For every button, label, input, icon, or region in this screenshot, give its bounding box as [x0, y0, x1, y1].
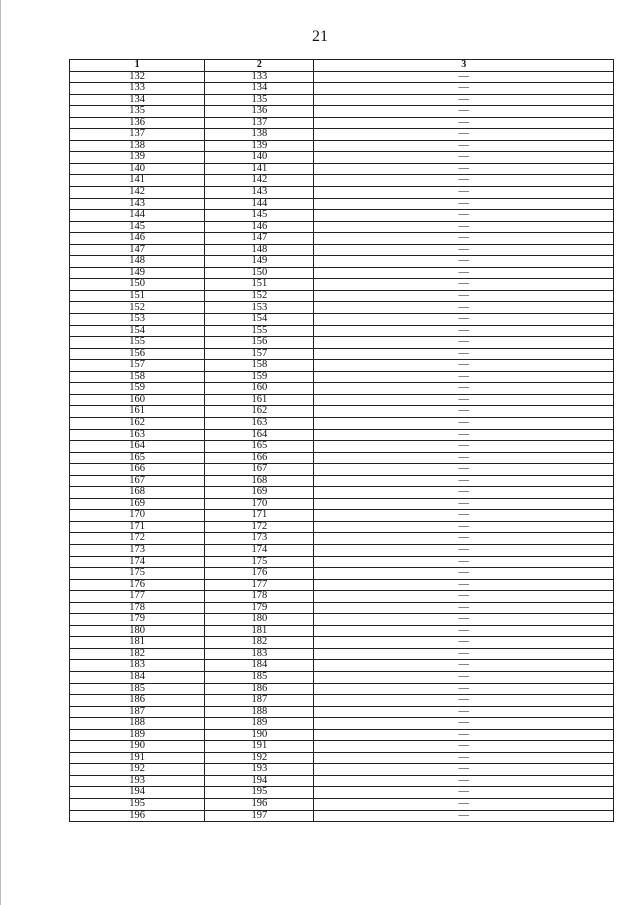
cell-col-2: 154 — [205, 314, 314, 326]
cell-col-1: 188 — [70, 718, 205, 730]
cell-col-1: 151 — [70, 290, 205, 302]
cell-col-2: 196 — [205, 799, 314, 811]
cell-col-3: — — [314, 510, 614, 522]
table-row — [70, 648, 614, 660]
cell-col-3: — — [314, 799, 614, 811]
cell-col-1: 156 — [70, 348, 205, 360]
cell-col-3: — — [314, 579, 614, 591]
table-row — [70, 267, 614, 279]
cell-col-2: 157 — [205, 348, 314, 360]
cell-col-2: 146 — [205, 221, 314, 233]
table-row — [70, 221, 614, 233]
table-row — [70, 348, 614, 360]
cell-col-3: — — [314, 764, 614, 776]
table-row — [70, 556, 614, 568]
cell-col-1: 195 — [70, 799, 205, 811]
cell-col-1: 176 — [70, 579, 205, 591]
cell-col-2: 151 — [205, 279, 314, 291]
page-number: 21 — [312, 28, 328, 45]
table-row — [70, 591, 614, 603]
cell-col-1: 148 — [70, 256, 205, 268]
cell-col-3: — — [314, 498, 614, 510]
table-row — [70, 406, 614, 418]
cell-col-1: 192 — [70, 764, 205, 776]
table-row — [70, 325, 614, 337]
table-row — [70, 706, 614, 718]
table-row — [70, 752, 614, 764]
cell-col-2: 147 — [205, 233, 314, 245]
cell-col-2: 169 — [205, 487, 314, 499]
cell-col-3: — — [314, 718, 614, 730]
table-row — [70, 718, 614, 730]
cell-col-1: 162 — [70, 417, 205, 429]
cell-col-3: — — [314, 752, 614, 764]
cell-col-2: 178 — [205, 591, 314, 603]
cell-col-1: 187 — [70, 706, 205, 718]
table-row — [70, 106, 614, 118]
table-row — [70, 568, 614, 580]
cell-col-2: 141 — [205, 163, 314, 175]
cell-col-1: 172 — [70, 533, 205, 545]
cell-col-2: 171 — [205, 510, 314, 522]
column-header-3: 3 — [314, 60, 614, 72]
cell-col-3: — — [314, 71, 614, 83]
cell-col-2: 175 — [205, 556, 314, 568]
table-row — [70, 163, 614, 175]
cell-col-2: 152 — [205, 290, 314, 302]
cell-col-3: — — [314, 787, 614, 799]
cell-col-3: — — [314, 591, 614, 603]
cell-col-2: 138 — [205, 129, 314, 141]
cell-col-2: 179 — [205, 602, 314, 614]
cell-col-3: — — [314, 187, 614, 199]
cell-col-3: — — [314, 163, 614, 175]
cell-col-3: — — [314, 544, 614, 556]
cell-col-1: 191 — [70, 752, 205, 764]
table-row — [70, 614, 614, 626]
table-row — [70, 487, 614, 499]
cell-col-3: — — [314, 221, 614, 233]
table-row — [70, 94, 614, 106]
cell-col-2: 156 — [205, 337, 314, 349]
cell-col-1: 132 — [70, 71, 205, 83]
cell-col-3: — — [314, 83, 614, 95]
cell-col-3: — — [314, 244, 614, 256]
cell-col-1: 175 — [70, 568, 205, 580]
cell-col-1: 194 — [70, 787, 205, 799]
cell-col-3: — — [314, 129, 614, 141]
table-row — [70, 256, 614, 268]
cell-col-3: — — [314, 267, 614, 279]
cell-col-1: 174 — [70, 556, 205, 568]
cell-col-1: 137 — [70, 129, 205, 141]
table-row — [70, 429, 614, 441]
cell-col-3: — — [314, 371, 614, 383]
cell-col-3: — — [314, 775, 614, 787]
cell-col-2: 186 — [205, 683, 314, 695]
table-header-row — [70, 60, 614, 72]
cell-col-2: 136 — [205, 106, 314, 118]
table-row — [70, 441, 614, 453]
cell-col-1: 135 — [70, 106, 205, 118]
cell-col-2: 187 — [205, 695, 314, 707]
table-row — [70, 302, 614, 314]
cell-col-1: 139 — [70, 152, 205, 164]
cell-col-1: 166 — [70, 464, 205, 476]
cell-col-1: 167 — [70, 475, 205, 487]
cell-col-2: 172 — [205, 521, 314, 533]
cell-col-3: — — [314, 637, 614, 649]
cell-col-1: 154 — [70, 325, 205, 337]
table-row — [70, 244, 614, 256]
cell-col-3: — — [314, 556, 614, 568]
table-row — [70, 637, 614, 649]
cell-col-2: 139 — [205, 140, 314, 152]
table-row — [70, 233, 614, 245]
table-row — [70, 544, 614, 556]
table-row — [70, 175, 614, 187]
cell-col-3: — — [314, 348, 614, 360]
cell-col-3: — — [314, 741, 614, 753]
cell-col-3: — — [314, 106, 614, 118]
cell-col-1: 144 — [70, 210, 205, 222]
cell-col-2: 159 — [205, 371, 314, 383]
cell-col-2: 161 — [205, 394, 314, 406]
table-row — [70, 314, 614, 326]
cell-col-1: 177 — [70, 591, 205, 603]
cell-col-1: 169 — [70, 498, 205, 510]
cell-col-3: — — [314, 337, 614, 349]
cell-col-2: 177 — [205, 579, 314, 591]
cell-col-1: 164 — [70, 441, 205, 453]
cell-col-2: 137 — [205, 117, 314, 129]
cell-col-3: — — [314, 464, 614, 476]
data-table — [69, 59, 614, 822]
cell-col-2: 183 — [205, 648, 314, 660]
cell-col-2: 191 — [205, 741, 314, 753]
cell-col-3: — — [314, 602, 614, 614]
cell-col-3: — — [314, 140, 614, 152]
cell-col-1: 152 — [70, 302, 205, 314]
cell-col-3: — — [314, 429, 614, 441]
cell-col-1: 170 — [70, 510, 205, 522]
cell-col-1: 189 — [70, 729, 205, 741]
table-row — [70, 187, 614, 199]
cell-col-3: — — [314, 487, 614, 499]
cell-col-3: — — [314, 706, 614, 718]
cell-col-3: — — [314, 290, 614, 302]
cell-col-3: — — [314, 314, 614, 326]
cell-col-3: — — [314, 683, 614, 695]
cell-col-2: 184 — [205, 660, 314, 672]
cell-col-2: 143 — [205, 187, 314, 199]
table-row — [70, 198, 614, 210]
cell-col-3: — — [314, 625, 614, 637]
cell-col-3: — — [314, 117, 614, 129]
cell-col-1: 140 — [70, 163, 205, 175]
cell-col-1: 134 — [70, 94, 205, 106]
cell-col-2: 150 — [205, 267, 314, 279]
table-row — [70, 210, 614, 222]
cell-col-1: 186 — [70, 695, 205, 707]
cell-col-2: 173 — [205, 533, 314, 545]
cell-col-1: 149 — [70, 267, 205, 279]
table-row — [70, 741, 614, 753]
column-header-1: 1 — [70, 60, 205, 72]
cell-col-1: 196 — [70, 810, 205, 822]
cell-col-1: 138 — [70, 140, 205, 152]
cell-col-3: — — [314, 394, 614, 406]
cell-col-2: 185 — [205, 671, 314, 683]
cell-col-2: 166 — [205, 452, 314, 464]
cell-col-2: 167 — [205, 464, 314, 476]
cell-col-2: 158 — [205, 360, 314, 372]
cell-col-1: 158 — [70, 371, 205, 383]
cell-col-1: 146 — [70, 233, 205, 245]
cell-col-3: — — [314, 475, 614, 487]
table-row — [70, 799, 614, 811]
table-row — [70, 371, 614, 383]
cell-col-2: 176 — [205, 568, 314, 580]
cell-col-1: 133 — [70, 83, 205, 95]
table-row — [70, 775, 614, 787]
table-row — [70, 498, 614, 510]
table-row — [70, 671, 614, 683]
cell-col-1: 179 — [70, 614, 205, 626]
cell-col-2: 165 — [205, 441, 314, 453]
cell-col-2: 134 — [205, 83, 314, 95]
cell-col-2: 153 — [205, 302, 314, 314]
column-header-2: 2 — [205, 60, 314, 72]
cell-col-2: 148 — [205, 244, 314, 256]
cell-col-3: — — [314, 94, 614, 106]
cell-col-3: — — [314, 279, 614, 291]
cell-col-1: 182 — [70, 648, 205, 660]
cell-col-2: 180 — [205, 614, 314, 626]
cell-col-3: — — [314, 729, 614, 741]
table-row — [70, 810, 614, 822]
cell-col-1: 184 — [70, 671, 205, 683]
cell-col-3: — — [314, 406, 614, 418]
cell-col-3: — — [314, 233, 614, 245]
cell-col-2: 145 — [205, 210, 314, 222]
table-row — [70, 452, 614, 464]
cell-col-1: 185 — [70, 683, 205, 695]
cell-col-1: 147 — [70, 244, 205, 256]
table-row — [70, 337, 614, 349]
cell-col-2: 135 — [205, 94, 314, 106]
cell-col-3: — — [314, 325, 614, 337]
cell-col-2: 170 — [205, 498, 314, 510]
table-row — [70, 394, 614, 406]
cell-col-3: — — [314, 210, 614, 222]
cell-col-2: 162 — [205, 406, 314, 418]
table-row — [70, 71, 614, 83]
cell-col-2: 155 — [205, 325, 314, 337]
table-row — [70, 510, 614, 522]
table-row — [70, 464, 614, 476]
cell-col-2: 149 — [205, 256, 314, 268]
cell-col-1: 155 — [70, 337, 205, 349]
cell-col-2: 160 — [205, 383, 314, 395]
cell-col-1: 143 — [70, 198, 205, 210]
cell-col-1: 142 — [70, 187, 205, 199]
table-row — [70, 83, 614, 95]
table-row — [70, 787, 614, 799]
cell-col-3: — — [314, 417, 614, 429]
table-row — [70, 764, 614, 776]
cell-col-1: 180 — [70, 625, 205, 637]
cell-col-3: — — [314, 648, 614, 660]
table-row — [70, 625, 614, 637]
cell-col-1: 171 — [70, 521, 205, 533]
cell-col-2: 164 — [205, 429, 314, 441]
cell-col-2: 182 — [205, 637, 314, 649]
table-row — [70, 152, 614, 164]
cell-col-3: — — [314, 441, 614, 453]
cell-col-2: 195 — [205, 787, 314, 799]
cell-col-3: — — [314, 614, 614, 626]
cell-col-3: — — [314, 521, 614, 533]
cell-col-2: 188 — [205, 706, 314, 718]
cell-col-2: 193 — [205, 764, 314, 776]
cell-col-3: — — [314, 568, 614, 580]
table-row — [70, 383, 614, 395]
cell-col-1: 159 — [70, 383, 205, 395]
table-row — [70, 417, 614, 429]
table-row — [70, 521, 614, 533]
table-row — [70, 129, 614, 141]
cell-col-2: 194 — [205, 775, 314, 787]
table-row — [70, 683, 614, 695]
cell-col-1: 168 — [70, 487, 205, 499]
cell-col-1: 183 — [70, 660, 205, 672]
cell-col-3: — — [314, 360, 614, 372]
table-row — [70, 729, 614, 741]
table-row — [70, 360, 614, 372]
cell-col-2: 168 — [205, 475, 314, 487]
cell-col-2: 192 — [205, 752, 314, 764]
cell-col-3: — — [314, 695, 614, 707]
cell-col-1: 165 — [70, 452, 205, 464]
cell-col-3: — — [314, 671, 614, 683]
cell-col-1: 161 — [70, 406, 205, 418]
table-row — [70, 695, 614, 707]
cell-col-1: 178 — [70, 602, 205, 614]
cell-col-3: — — [314, 152, 614, 164]
cell-col-2: 140 — [205, 152, 314, 164]
left-margin-line — [0, 0, 1, 905]
cell-col-3: — — [314, 175, 614, 187]
cell-col-3: — — [314, 302, 614, 314]
cell-col-3: — — [314, 810, 614, 822]
cell-col-3: — — [314, 383, 614, 395]
table-row — [70, 602, 614, 614]
cell-col-1: 160 — [70, 394, 205, 406]
cell-col-1: 145 — [70, 221, 205, 233]
cell-col-1: 157 — [70, 360, 205, 372]
table-row — [70, 475, 614, 487]
table-row — [70, 579, 614, 591]
cell-col-3: — — [314, 256, 614, 268]
table-row — [70, 140, 614, 152]
cell-col-1: 173 — [70, 544, 205, 556]
table-row — [70, 290, 614, 302]
cell-col-2: 144 — [205, 198, 314, 210]
cell-col-1: 141 — [70, 175, 205, 187]
cell-col-1: 193 — [70, 775, 205, 787]
cell-col-2: 133 — [205, 71, 314, 83]
cell-col-1: 181 — [70, 637, 205, 649]
table-body — [70, 71, 614, 822]
cell-col-1: 190 — [70, 741, 205, 753]
cell-col-3: — — [314, 533, 614, 545]
cell-col-2: 142 — [205, 175, 314, 187]
cell-col-3: — — [314, 452, 614, 464]
cell-col-1: 136 — [70, 117, 205, 129]
cell-col-1: 153 — [70, 314, 205, 326]
cell-col-3: — — [314, 198, 614, 210]
table-row — [70, 533, 614, 545]
cell-col-3: — — [314, 660, 614, 672]
cell-col-1: 163 — [70, 429, 205, 441]
table-row — [70, 660, 614, 672]
table-row — [70, 279, 614, 291]
cell-col-2: 163 — [205, 417, 314, 429]
table-row — [70, 117, 614, 129]
cell-col-2: 190 — [205, 729, 314, 741]
cell-col-2: 174 — [205, 544, 314, 556]
cell-col-2: 189 — [205, 718, 314, 730]
cell-col-2: 197 — [205, 810, 314, 822]
cell-col-1: 150 — [70, 279, 205, 291]
cell-col-2: 181 — [205, 625, 314, 637]
